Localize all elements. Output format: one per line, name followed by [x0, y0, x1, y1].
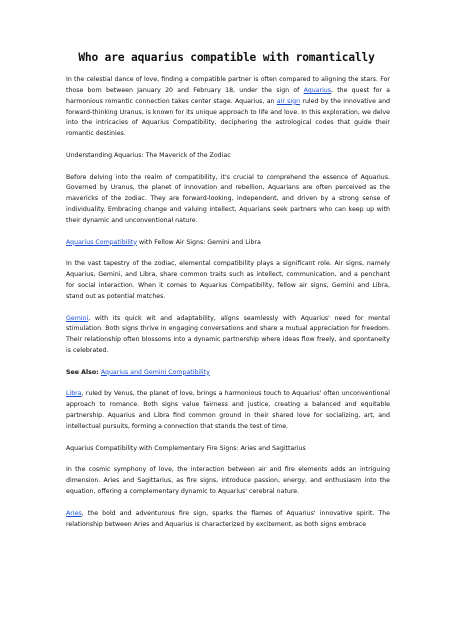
aquarius-gemini-compatibility-link[interactable]: Aquarius and Gemini Compatibility	[100, 368, 210, 376]
intro-paragraph	[66, 75, 390, 140]
fire-signs-paragraph: In the cosmic symphony of love, the interaction between air and fire elements adds an intriguing dimension. Aries and Sagittarius, as fire signs, introduce passion, energy, and enthusiasm into the equation, offering a complementary dynamic to Aquarius' cerebral nature.	[66, 466, 390, 496]
aquarius-compatibility-link[interactable]: Aquarius Compatibility	[66, 238, 138, 246]
see-also-label: See Also:	[66, 368, 101, 376]
libra-paragraph	[66, 389, 390, 432]
section-heading-fire-signs: Aquarius Compatibility with Complementary Fire Signs: Aries and Sagittarius	[66, 444, 306, 452]
gemini-paragraph	[66, 314, 390, 357]
aquarius-link[interactable]: Aquarius	[303, 86, 332, 94]
section-heading-air-signs	[66, 238, 390, 249]
air-signs-heading-text: with Fellow Air Signs: Gemini and Libra	[137, 238, 261, 246]
air-signs-paragraph: In the vast tapestry of the zodiac, elemental compatibility plays a significant role. Air signs, namely Aquarius, Gemini, and Libra, share common traits such as intellect, communication, and a penchant for social interaction. When it comes to Aquarius Compatibility, fellow air signs, Gemini and Libra, stand out as potential matches.	[66, 260, 390, 300]
aries-text: , the bold and adventurous fire sign, sparks the flames of Aquarius' innovative spirit. The relationship between Aries and Aquarius is characterized by excitement, as both signs embrace	[66, 509, 390, 528]
gemini-text: , with its quick wit and adaptability, aligns seamlessly with Aquarius' need for mental stimulation. Both signs thrive in engaging conversations and share a mutual appreciation for freedom. Their relationship often blossoms into a dynamic partnership where ideas flow freely, and spontaneity is celebrated.	[66, 314, 390, 355]
intro-text-1: In the celestial dance of love, finding a compatible partner is often compared to aligning the stars. For those born between January 20 and February 18, under the sign of	[66, 76, 390, 94]
libra-text: , ruled by Venus, the planet of love, brings a harmonious touch to Aquarius' often unconventional approach to romance. Both signs value fairness and justice, creating a balanced and equitable partnership. Aquarius and Libra find common ground in their shared love for socializing, art, and intellectual pursuits, forming a connection that stands the test of time.	[66, 390, 390, 430]
intro-text-3: ruled by the innovative and forward-thinking Uranus, is known for its unique approach to life and love. In this exploration, we delve into the intricacies of Aquarius Compatibility, deciphering the astrological codes that guide their romantic destinies.	[66, 97, 390, 138]
understanding-paragraph: Before delving into the realm of compatibility, it's crucial to comprehend the essence of Aquarius. Governed by Uranus, the planet of innovation and rebellion, Aquarians are often perceived as the mavericks of the zodiac. They are forward-looking, independent, and driven by a strong sense of individuality. Embracing change and valuing intellect, Aquarians seek partners who can keep up with their dynamic and unconventional nature.	[66, 173, 390, 224]
see-also-line	[66, 368, 390, 379]
aries-link[interactable]: Aries	[66, 509, 82, 517]
air-sign-link[interactable]: air sign	[276, 97, 301, 105]
section-heading-understanding: Understanding Aquarius: The Maverick of the Zodiac	[66, 151, 231, 159]
libra-link[interactable]: Libra	[66, 390, 82, 398]
gemini-link[interactable]: Gemini	[66, 314, 89, 322]
document-body	[66, 75, 390, 530]
document-title: Who are aquarius compatible with romantically	[78, 51, 375, 64]
intro-text-2: , the quest for a harmonious romantic connection takes center stage. Aquarius, an	[66, 86, 390, 105]
aries-paragraph	[66, 509, 390, 531]
